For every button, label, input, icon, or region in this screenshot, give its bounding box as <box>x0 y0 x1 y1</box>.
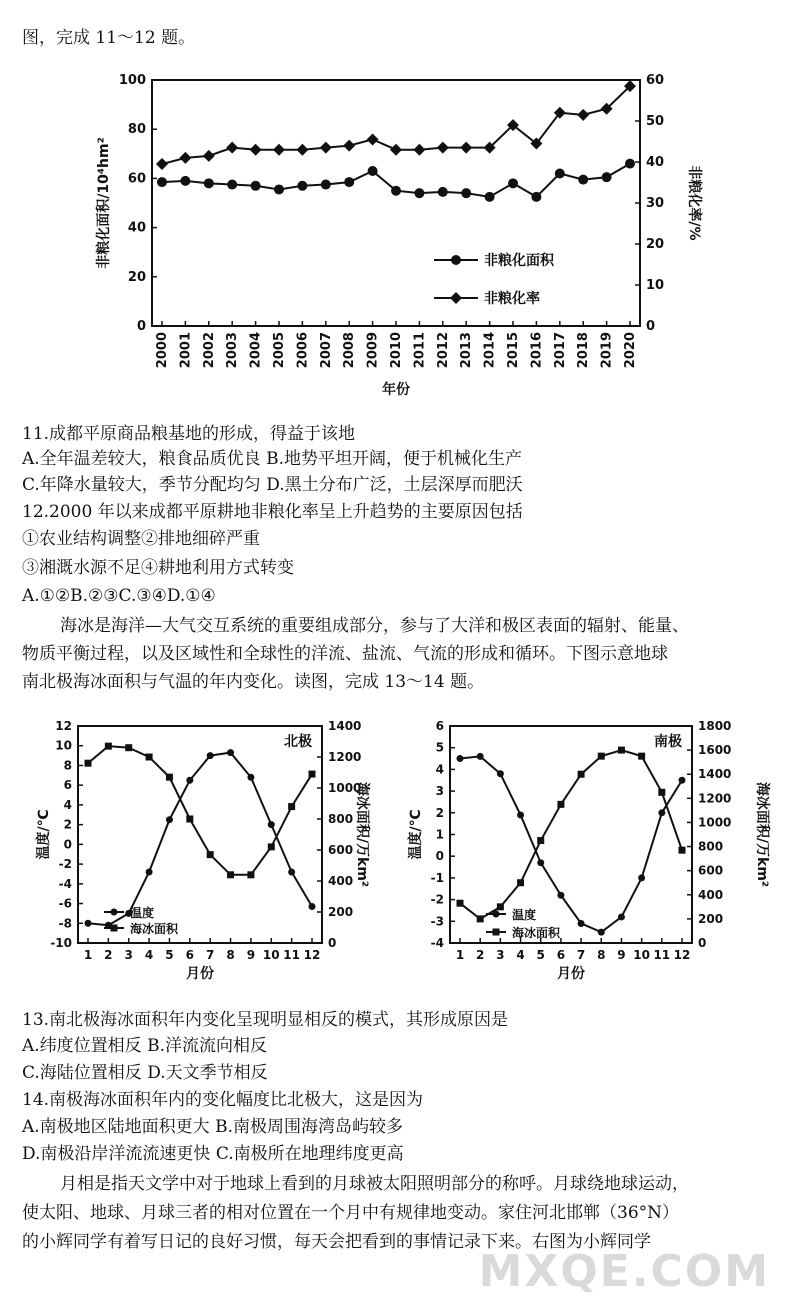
y2-tick-label: 200 <box>698 911 724 926</box>
x-tick-label: 3 <box>124 948 133 962</box>
paragraph-line: 的小辉同学有着写日记的良好习惯，每天会把看到的事情记录下来。右图为小辉同学 <box>22 1232 651 1252</box>
data-point <box>457 900 464 907</box>
x-axis-label: 月份 <box>186 966 214 982</box>
x-tick-label: 2014 <box>482 332 498 369</box>
data-point <box>186 816 193 823</box>
x-tick-label: 5 <box>536 948 545 962</box>
y-tick-label: 4 <box>63 797 72 812</box>
y-tick-label: -2 <box>430 892 444 907</box>
data-point <box>508 178 518 188</box>
question-13-options-ab: A.纬度位置相反 B.洋流流向相反 <box>22 1036 267 1056</box>
y2-tick-label: 40 <box>646 155 665 170</box>
y-tick-label: -6 <box>58 896 72 911</box>
x-tick-label: 10 <box>262 948 280 962</box>
y-tick-label: 4 <box>435 762 444 777</box>
question-12-items-b: ③湘溉水源不足④耕地利用方式转变 <box>22 558 294 578</box>
data-point <box>390 144 402 156</box>
y-tick-label: -2 <box>58 857 72 872</box>
paragraph-line: 南北极海冰面积与气温的年内变化。读图，完成 13～14 题。 <box>22 672 485 692</box>
paragraph-line: 物质平衡过程，以及区域性和全球性的洋流、盐流、气流的形成和循环。下图示意地球 <box>22 644 668 664</box>
series-line <box>460 756 682 932</box>
data-point <box>288 803 295 810</box>
series-line <box>460 750 682 919</box>
y-tick-label: 6 <box>63 778 72 793</box>
y2-tick-label: 1000 <box>698 815 732 830</box>
data-point <box>247 774 254 781</box>
data-point <box>602 172 612 182</box>
x-tick-label: 2000 <box>155 332 170 369</box>
y-tick-label: 10 <box>55 738 72 753</box>
data-point <box>457 755 464 762</box>
data-point <box>517 879 524 886</box>
data-point <box>226 142 238 154</box>
x-tick-label: 2008 <box>342 332 358 369</box>
data-point <box>247 871 254 878</box>
y2-axis-label: 非粮化率/% <box>686 165 702 241</box>
legend-marker <box>111 909 118 916</box>
legend-marker <box>111 925 118 932</box>
data-point <box>625 159 635 169</box>
y2-tick-label: 1800 <box>698 719 732 733</box>
data-point <box>460 142 472 154</box>
legend-label: 温度 <box>130 906 155 920</box>
y-tick-label: 12 <box>55 719 72 733</box>
data-point <box>367 133 379 145</box>
data-point <box>414 188 424 198</box>
y-tick-label: 2 <box>435 805 444 820</box>
y-tick-label: 2 <box>63 817 72 832</box>
y-axis-label: 非粮化面积/10⁴hm² <box>96 137 112 269</box>
question-14-options-ab: A.南极地区陆地面积更大 B.南极周围海湾岛屿较多 <box>22 1117 403 1137</box>
data-point <box>477 915 484 922</box>
data-point <box>578 771 585 778</box>
question-13: 13.南北极海冰面积年内变化呈现明显相反的模式，其形成原因是 <box>22 1010 509 1030</box>
y2-tick-label: 600 <box>698 863 724 878</box>
y-tick-label: 100 <box>118 73 146 88</box>
data-point <box>537 837 544 844</box>
question-12-options: A.①②B.②③C.③④D.①④ <box>22 586 216 606</box>
y2-tick-label: 400 <box>328 874 354 888</box>
paragraph-line: 使太阳、地球、月球三者的相对位置在一个月中有规律地变动。家住河北邯郸（36°N） <box>22 1203 680 1223</box>
x-tick-label: 4 <box>516 948 525 962</box>
x-tick-label: 1 <box>455 948 465 962</box>
y2-axis-label: 海冰面积/万km² <box>354 781 370 888</box>
data-point <box>166 816 173 823</box>
data-point <box>320 142 332 154</box>
data-point <box>85 760 92 767</box>
legend-label: 温度 <box>512 908 537 922</box>
y2-tick-label: 20 <box>646 237 665 252</box>
x-tick-label: 2 <box>476 948 485 962</box>
data-point <box>598 929 605 936</box>
y-tick-label: -4 <box>58 876 72 891</box>
x-tick-label: 2007 <box>318 332 334 369</box>
x-tick-label: 2019 <box>599 332 615 369</box>
data-point <box>274 184 284 194</box>
y-tick-label: 5 <box>435 740 444 755</box>
x-tick-label: 11 <box>283 948 300 962</box>
data-point <box>268 821 275 828</box>
x-tick-label: 2010 <box>389 332 404 369</box>
data-point <box>207 851 214 858</box>
y-tick-label: 8 <box>63 758 72 773</box>
x-tick-label: 6 <box>556 948 566 962</box>
legend-marker <box>493 929 500 936</box>
question-14-options-cd: D.南极沿岸洋流流速更快 C.南极所在地理纬度更高 <box>22 1144 404 1164</box>
x-tick-label: 2011 <box>412 332 428 369</box>
data-point <box>146 868 153 875</box>
data-point <box>557 892 564 899</box>
data-point <box>679 777 686 784</box>
data-point <box>166 774 173 781</box>
x-tick-label: 2018 <box>576 332 592 369</box>
x-tick-label: 2003 <box>225 332 241 369</box>
x-tick-label: 6 <box>185 948 194 962</box>
data-point <box>227 749 234 756</box>
data-point <box>658 789 665 796</box>
y2-tick-label: 0 <box>698 936 707 950</box>
data-point <box>227 871 234 878</box>
data-point <box>391 186 401 196</box>
x-tick-label: 4 <box>144 948 154 962</box>
question-12-items-a: ①农业结构调整②排地细碎严重 <box>22 529 260 549</box>
x-tick-label: 2012 <box>435 332 451 369</box>
legend-marker <box>493 911 500 918</box>
question-11-options-cd: C.年降水量较大，季节分配均匀 D.黑土分布广泛，土层深厚而肥沃 <box>22 475 523 495</box>
data-point <box>517 811 524 818</box>
y2-tick-label: 50 <box>646 114 665 129</box>
data-point <box>578 920 585 927</box>
question-13-options-cd: C.海陆位置相反 D.天文季节相反 <box>22 1063 268 1083</box>
data-point <box>146 754 153 761</box>
y2-axis-label: 海冰面积/万km² <box>754 781 770 888</box>
x-tick-label: 7 <box>206 948 215 962</box>
data-point <box>555 168 565 178</box>
data-point <box>437 142 449 154</box>
data-point <box>537 859 544 866</box>
data-point <box>204 178 214 188</box>
y2-tick-label: 30 <box>646 196 665 211</box>
x-tick-label: 11 <box>653 948 671 962</box>
data-point <box>227 180 237 190</box>
data-point <box>557 801 564 808</box>
x-axis-label: 月份 <box>557 966 585 982</box>
data-point <box>156 158 168 170</box>
data-point <box>497 903 504 910</box>
y-tick-label: 60 <box>127 171 146 187</box>
y2-tick-label: 1200 <box>328 750 362 764</box>
y-axis-label: 温度/℃ <box>36 809 52 860</box>
x-tick-label: 2013 <box>459 332 475 369</box>
y-tick-label: -10 <box>50 936 72 950</box>
data-point <box>477 753 484 760</box>
data-point <box>268 843 275 850</box>
data-point <box>577 109 589 121</box>
legend-label: 非粮化面积 <box>484 253 554 269</box>
data-point <box>658 809 665 816</box>
paragraph-line: 海冰是海洋—大气交互系统的重要组成部分，参与了大洋和极区表面的辐射、能量、 <box>60 616 689 636</box>
x-tick-label: 3 <box>496 948 505 962</box>
x-tick-label: 2009 <box>365 332 381 369</box>
y2-tick-label: 200 <box>328 905 354 919</box>
chart-title: 南极 <box>654 734 682 750</box>
x-tick-label: 7 <box>576 948 586 962</box>
data-point <box>157 177 167 187</box>
data-point <box>207 752 214 759</box>
question-11: 11.成都平原商品粮基地的形成，得益于该地 <box>22 424 356 444</box>
y2-tick-label: 1600 <box>698 743 732 758</box>
data-point <box>638 874 645 881</box>
x-tick-label: 2001 <box>178 332 194 369</box>
y-tick-label: -1 <box>430 870 444 885</box>
data-point <box>251 181 261 191</box>
data-point <box>461 188 471 198</box>
data-point <box>85 920 92 927</box>
legend-label: 海冰面积 <box>130 922 179 936</box>
x-tick-label: 12 <box>303 948 321 962</box>
y2-tick-label: 800 <box>328 812 354 826</box>
x-tick-label: 2017 <box>552 332 568 369</box>
y-axis-label: 温度/℃ <box>408 809 424 860</box>
data-point <box>413 144 425 156</box>
watermark-logo: MXQE.COM <box>478 1246 770 1297</box>
y-tick-label: -8 <box>58 916 72 931</box>
y2-tick-label: 0 <box>646 319 656 334</box>
question-14: 14.南极海冰面积年内的变化幅度比北极大，这是因为 <box>22 1090 424 1110</box>
data-point <box>578 175 588 185</box>
series-line <box>88 753 312 926</box>
x-tick-label: 2020 <box>623 332 638 369</box>
chart-antarctic <box>408 712 770 990</box>
x-tick-label: 8 <box>597 948 606 962</box>
chart-title: 北极 <box>284 734 312 750</box>
question-11-options-ab: A.全年温差较大，粮食品质优良 B.地势平坦开阔，便于机械化生产 <box>22 449 522 469</box>
x-tick-label: 2015 <box>506 332 521 369</box>
data-point <box>179 152 191 164</box>
data-point <box>297 181 307 191</box>
plot-frame <box>152 80 640 326</box>
chart-arctic <box>36 712 370 990</box>
data-point <box>485 192 495 202</box>
data-point <box>125 744 132 751</box>
x-tick-label: 12 <box>673 948 691 962</box>
y2-tick-label: 1000 <box>328 781 362 795</box>
legend-label: 海冰面积 <box>512 926 561 940</box>
data-point <box>343 140 355 152</box>
y2-tick-label: 1400 <box>328 719 362 733</box>
data-point <box>368 166 378 176</box>
x-tick-label: 1 <box>83 948 93 962</box>
x-tick-label: 5 <box>165 948 174 962</box>
y-tick-label: -3 <box>430 914 444 929</box>
data-point <box>618 747 625 754</box>
data-point <box>438 187 448 197</box>
y-tick-label: 80 <box>127 122 146 138</box>
y-tick-label: 6 <box>435 719 444 733</box>
data-point <box>288 868 295 875</box>
data-point <box>679 847 686 854</box>
x-tick-label: 2004 <box>248 332 264 369</box>
x-tick-label: 2 <box>104 948 113 962</box>
question-12: 12.2000 年以来成都平原耕地非粮化率呈上升趋势的主要原因包括 <box>22 502 523 522</box>
data-point <box>618 913 625 920</box>
paragraph-line: 月相是指天文学中对于地球上看到的月球被太阳照明部分的称呼。月球绕地球运动， <box>60 1174 689 1194</box>
chart-nongrain <box>92 68 712 403</box>
data-point <box>105 743 112 750</box>
x-tick-label: 2016 <box>529 332 545 369</box>
y-tick-label: 0 <box>63 837 72 852</box>
data-point <box>497 770 504 777</box>
y2-tick-label: 60 <box>646 73 665 88</box>
data-point <box>638 753 645 760</box>
data-point <box>344 177 354 187</box>
y-tick-label: 3 <box>435 784 444 799</box>
x-tick-label: 9 <box>246 948 256 962</box>
y-tick-label: -4 <box>430 936 444 950</box>
legend-marker <box>451 255 461 265</box>
y2-tick-label: 1200 <box>698 791 732 806</box>
y2-tick-label: 400 <box>698 887 724 902</box>
x-tick-label: 2005 <box>272 332 287 369</box>
y-tick-label: 20 <box>127 269 146 285</box>
legend-label: 非粮化率 <box>484 291 540 307</box>
y2-tick-label: 1400 <box>698 767 732 782</box>
x-axis-label: 年份 <box>382 382 410 398</box>
data-point <box>180 176 190 186</box>
x-tick-label: 9 <box>617 948 626 962</box>
data-point <box>309 771 316 778</box>
data-point <box>321 180 331 190</box>
series-line <box>88 746 312 875</box>
legend-marker <box>450 292 462 304</box>
intro-line: 图，完成 11～12 题。 <box>22 28 196 48</box>
data-point <box>296 144 308 156</box>
y2-tick-label: 800 <box>698 839 724 854</box>
y-tick-label: 0 <box>136 319 146 334</box>
data-point <box>531 192 541 202</box>
x-tick-label: 2002 <box>201 332 217 369</box>
y-tick-label: 1 <box>435 827 444 842</box>
y-tick-label: 40 <box>127 220 146 236</box>
x-tick-label: 2006 <box>295 332 311 369</box>
data-point <box>598 753 605 760</box>
y-tick-label: 0 <box>435 849 444 864</box>
x-tick-label: 10 <box>633 948 650 962</box>
data-point <box>203 150 215 162</box>
y2-tick-label: 0 <box>328 936 337 950</box>
data-point <box>309 903 316 910</box>
y2-tick-label: 10 <box>646 278 665 293</box>
x-tick-label: 8 <box>226 948 235 962</box>
data-point <box>273 144 285 156</box>
y2-tick-label: 600 <box>328 843 354 857</box>
data-point <box>250 144 262 156</box>
data-point <box>186 777 193 784</box>
